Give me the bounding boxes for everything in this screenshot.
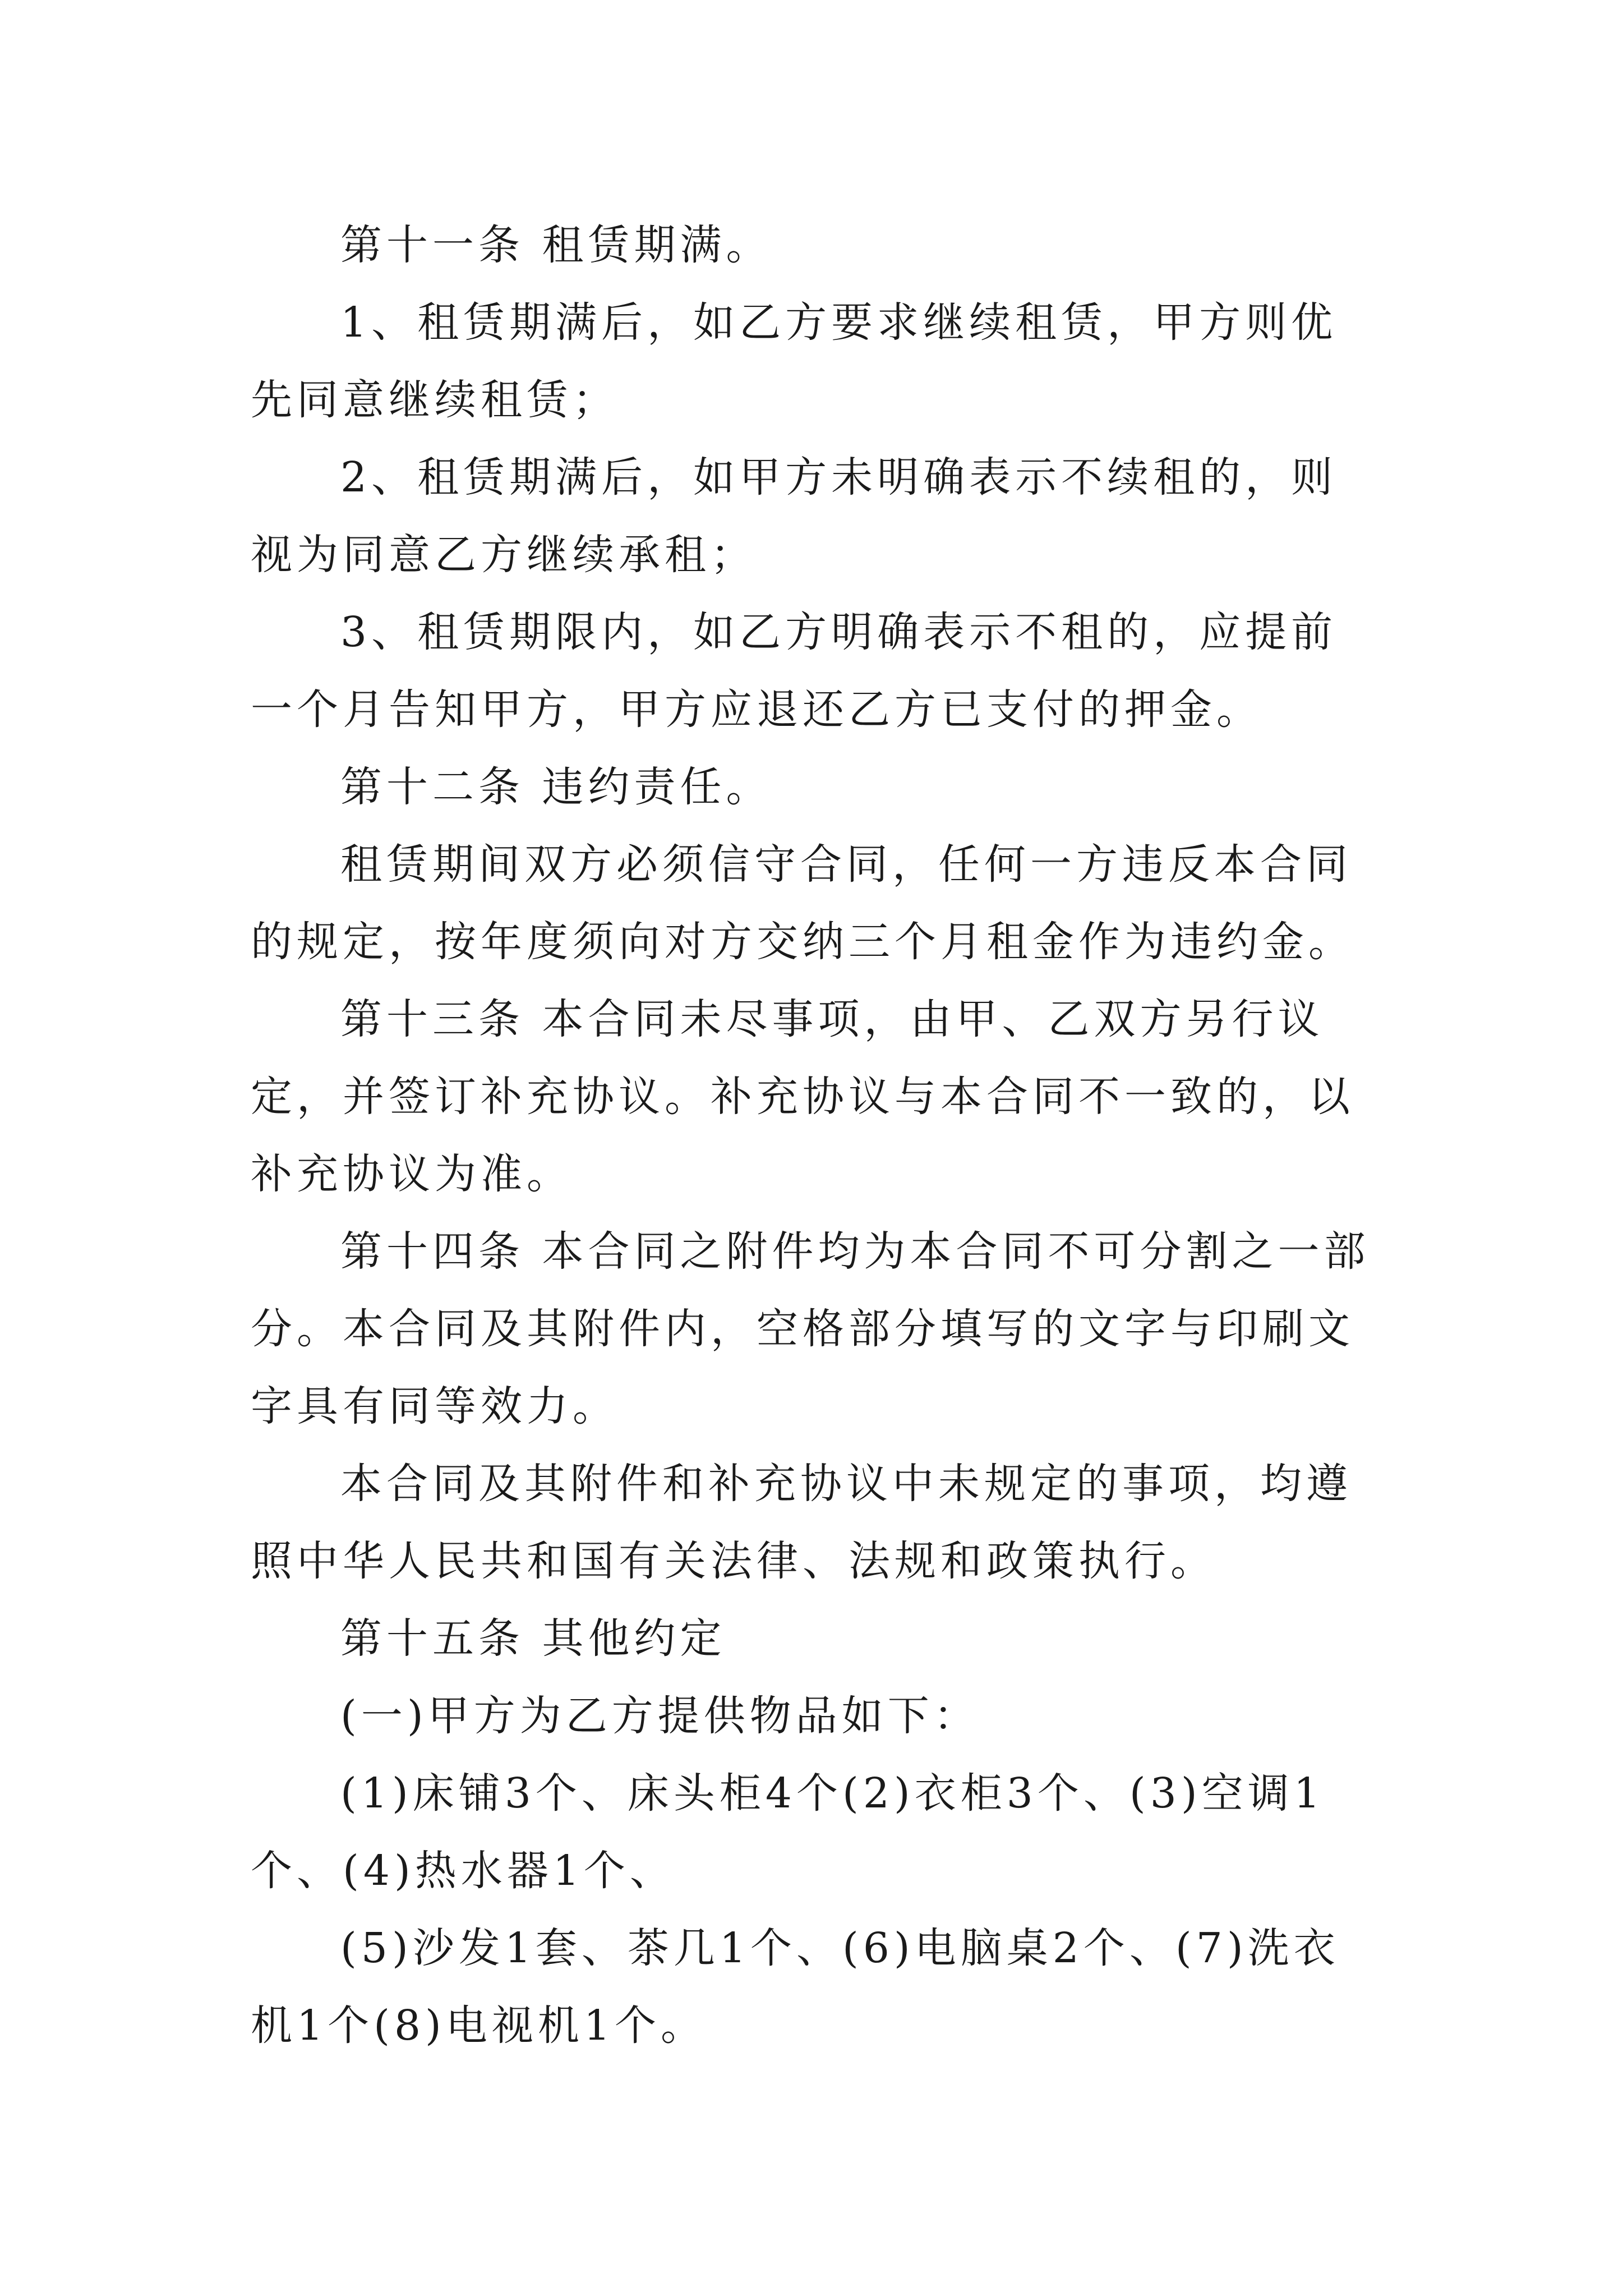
document-body — [251, 206, 1378, 2064]
clause-15-items-1: (1)床铺3个、床头柜4个(2)衣柜3个、(3)空调1个、(4)热水器1个、 — [251, 1769, 1325, 1895]
clause-11-item-3: 3、租赁期限内，如乙方明确表示不租的，应提前一个月告知甲方，甲方应退还乙方已支付的押金。 — [251, 608, 1338, 734]
clause-15-items-2: (5)沙发1套、茶几1个、(6)电脑桌2个、(7)洗衣机1个(8)电视机1个。 — [251, 1924, 1340, 2050]
clause-14-text: 第十四条 本合同之附件均为本合同不可分割之一部分。本合同及其附件内，空格部分填写的文字与印刷文字具有同等效力。 — [251, 1227, 1370, 1430]
clause-11-item-2: 2、租赁期满后，如甲方未明确表示不续租的，则视为同意乙方继续承租； — [251, 453, 1338, 579]
clause-15-subheading: (一)甲方为乙方提供物品如下： — [340, 1692, 980, 1740]
clause-15-heading: 第十五条 其他约定 — [340, 1614, 726, 1663]
clause-13-text: 第十三条 本合同未尽事项，由甲、乙双方另行议定，并签订补充协议。补充协议与本合同不一致的，以补充协议为准。 — [251, 995, 1354, 1198]
clause-11-heading: 第十一条 租赁期满。 — [340, 221, 772, 269]
clause-14-supplement: 本合同及其附件和补充协议中未规定的事项，均遵照中华人民共和国有关法律、法规和政策执行。 — [251, 1460, 1352, 1585]
clause-11-item-1: 1、租赁期满后，如乙方要求继续租赁，甲方则优先同意继续租赁； — [251, 298, 1338, 424]
clause-12-text: 租赁期间双方必须信守合同，任何一方违反本合同的规定，按年度须向对方交纳三个月租金作为违约金。 — [251, 840, 1354, 966]
clause-12-heading: 第十二条 违约责任。 — [340, 763, 772, 811]
